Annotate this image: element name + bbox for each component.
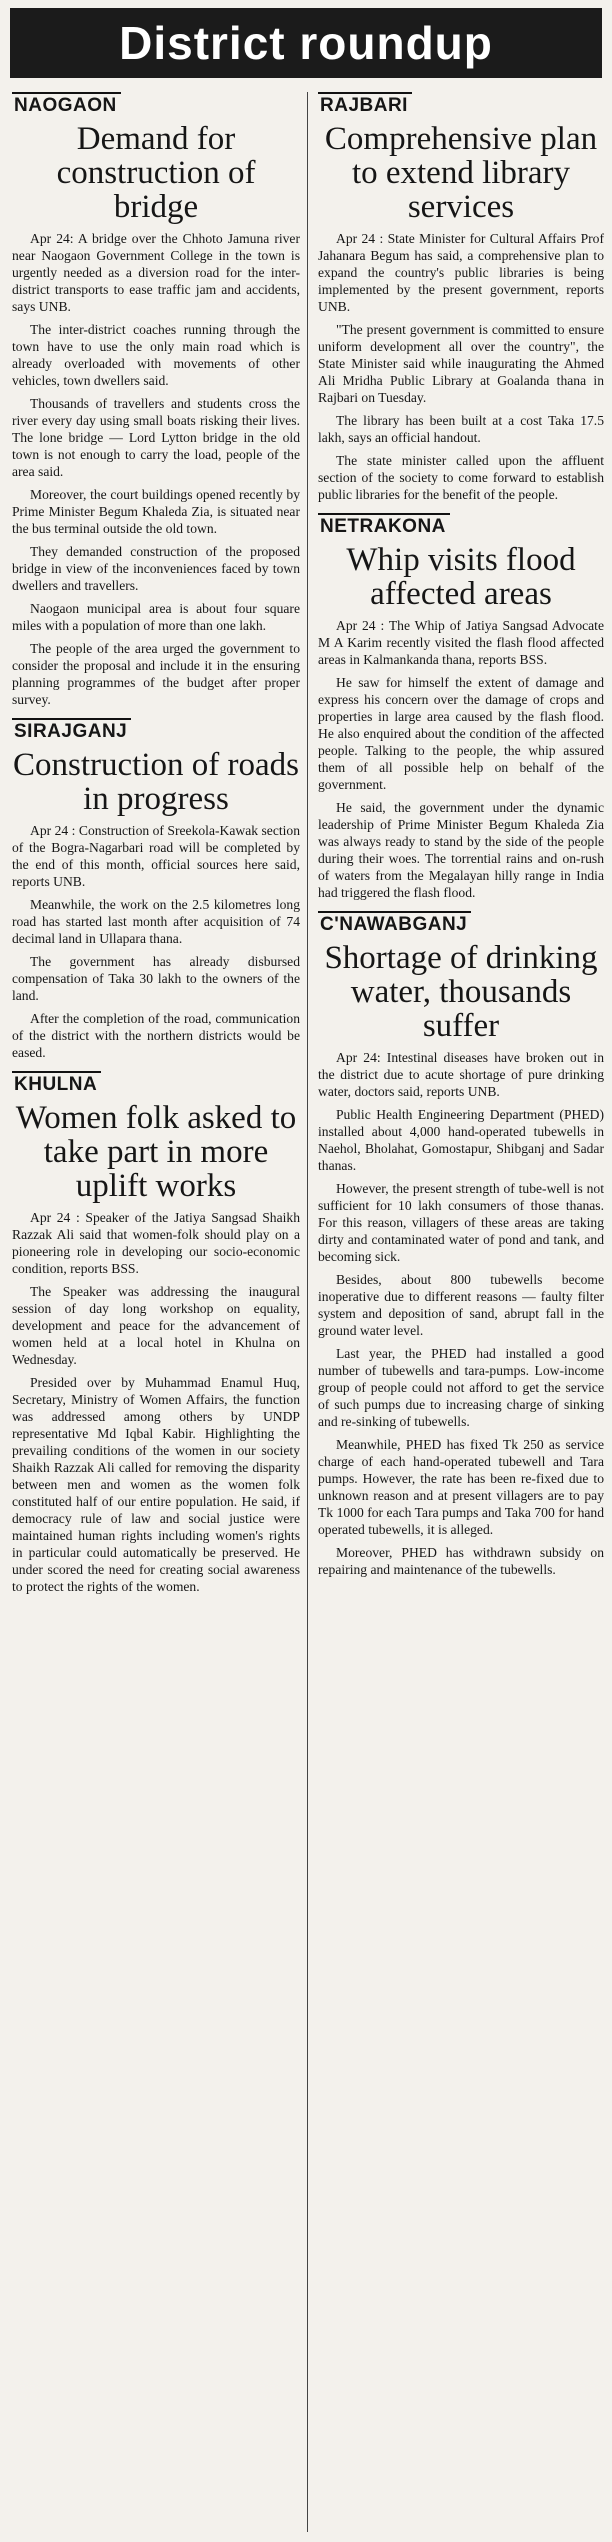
paragraph: The Speaker was addressing the inaugural session of day long workshop on equality, development and peace for the advancement of women held at a local hotel in Khulna on Wednesday. [12, 1284, 300, 1367]
story-cnawabganj [318, 911, 604, 1578]
dateline-tag: RAJBARI [318, 92, 412, 118]
dateline-tag: NAOGAON [12, 92, 121, 118]
paragraph: Besides, about 800 tubewells become inoperative due to different reasons — faulty filter system and deposition of sand, abrupt fall in the ground water level. [318, 1272, 604, 1338]
paragraph: Thousands of travellers and students cross the river every day using small boats risking their lives. The lone bridge — Lord Lytton bridge in the old town is not enough to carry the load, people of the area said. [12, 396, 300, 479]
paragraph: Apr 24 : Construction of Sreekola-Kawak section of the Bogra-Nagarbari road will be completed by the end of this month, official sources here said, reports UNB. [12, 823, 300, 889]
paragraph: Public Health Engineering Department (PHED) installed about 4,000 hand-operated tubewells in Naehol, Bholahat, Gomostapur, Shibganj and Sadar thanas. [318, 1107, 604, 1173]
paragraph: "The present government is committed to ensure uniform development all over the country", the State Minister said while inaugurating the Ahmed Ali Mridha Public Library at Goalanda thana in Rajbari on Tuesday. [318, 322, 604, 405]
story-sirajganj [12, 718, 300, 1061]
story-naogaon [12, 92, 300, 708]
paragraph: The people of the area urged the government to consider the proposal and include it in the ensuring planning programmes of the budget after proper survey. [12, 641, 300, 707]
paragraph: He said, the government under the dynamic leadership of Prime Minister Begum Khaleda Zia was always ready to stand by the side of the people during their woes. The torrential rains and on-rush of waters from the Megalayan hilly range in India had triggered the flash flood. [318, 800, 604, 900]
headline: Demand for construction of bridge [56, 121, 256, 225]
paragraph: The library has been built at a cost Taka 17.5 lakh, says an official handout. [318, 413, 604, 445]
paragraph: Meanwhile, PHED has fixed Tk 250 as service charge of each hand-operated tubewell and Tara pumps. However, the rate has been re-fixed due to unknown reason and at present villagers are to pay Tk 1000 for each Tara pumps and Taka 700 for hand operated tubewells, it is alleged. [318, 1437, 604, 1537]
paragraph: Naogaon municipal area is about four square miles with a population of more than one lakh. [12, 601, 300, 633]
paragraph: He saw for himself the extent of damage and express his concern over the damage of crops and properties in large area caused by the flash flood. He also enquired about the condition of the affected people. Talking to the people, the whip assured them of all possible help on behalf of the government. [318, 675, 604, 792]
paragraph: Moreover, the court buildings opened recently by Prime Minister Begum Khaleda Zia, is situated near the bus terminal outside the old town. [12, 487, 300, 536]
story-netrakona [318, 513, 604, 901]
left-column [12, 92, 300, 1605]
headline: Construction of roads in progress [13, 747, 299, 817]
paragraph: They demanded construction of the proposed bridge in view of the inconveniences faced by town dwellers and travellers. [12, 544, 300, 593]
headline: Shortage of drinking water, thousands suffer [324, 940, 598, 1044]
column-divider [307, 92, 308, 2532]
headline: Comprehensive plan to extend library services [324, 121, 598, 225]
paragraph: Presided over by Muhammad Enamul Huq, Secretary, Ministry of Women Affairs, the function was addressed among others by UNDP representative Md Iqbal Kabir. Highlighting the prevailing conditions of the women in our society Shaikh Razzak Ali called for removing the disparity between men and women as the women folk constituted half of our entire population. He said, if democracy rule of law and social justice were maintained human rights including women's rights in particular could automatically be preserved. He under scored the need for creating social awareness to protect the rights of the women. [12, 1375, 300, 1594]
paragraph: Apr 24 : State Minister for Cultural Affairs Prof Jahanara Begum has said, a comprehensive plan to expand the country's public libraries is being implemented by the present government, reports UNB. [318, 231, 604, 314]
dateline-tag: C'NAWABGANJ [318, 911, 471, 937]
paragraph: However, the present strength of tube-well is not sufficient for 10 lakh consumers of those thanas. For this reason, villagers of these areas are taking dirty and contaminated water of pond and tank, and becoming sick. [318, 1181, 604, 1264]
paragraph: Apr 24 : The Whip of Jatiya Sangsad Advocate M A Karim recently visited the flash flood affected areas in Kalmankanda thana, reports BSS. [318, 618, 604, 667]
paragraph: Moreover, PHED has withdrawn subsidy on repairing and maintenance of the tubewells. [318, 1545, 604, 1577]
paragraph: Last year, the PHED had installed a good number of tubewells and tara-pumps. Low-income group of people could not afford to get the service of such pumps due to increasing charge of sinking and re-sinking of tubewells. [318, 1346, 604, 1429]
paragraph: The state minister called upon the affluent section of the society to come forward to establish public libraries for the benefit of the people. [318, 453, 604, 502]
headline: Whip visits flood affected areas [346, 542, 576, 612]
dateline-tag: NETRAKONA [318, 513, 450, 539]
paragraph: Meanwhile, the work on the 2.5 kilometres long road has started last month after acquisition of 74 decimal land in Ullapara thana. [12, 897, 300, 946]
story-khulna [12, 1071, 300, 1595]
story-rajbari [318, 92, 604, 503]
paragraph: The inter-district coaches running through the town have to use the only main road which is already overloaded with movements of other vehicles, town dwellers said. [12, 322, 300, 388]
paragraph: Apr 24: Intestinal diseases have broken out in the district due to acute shortage of pure drinking water, doctors said, reports UNB. [318, 1050, 604, 1099]
right-column [318, 92, 604, 1588]
dateline-tag: KHULNA [12, 1071, 101, 1097]
section-masthead: District roundup [10, 8, 602, 78]
headline: Women folk asked to take part in more uplift works [15, 1100, 297, 1204]
paragraph: Apr 24 : Speaker of the Jatiya Sangsad Shaikh Razzak Ali said that women-folk should play on a pioneering role in developing our socio-economic condition, reports BSS. [12, 1210, 300, 1276]
paragraph: Apr 24: A bridge over the Chhoto Jamuna river near Naogaon Government College in the town is urgently needed as a diversion road for the inter-district transports to ease traffic jam and accidents, says UNB. [12, 231, 300, 314]
paragraph: After the completion of the road, communication of the district with the northern districts would be eased. [12, 1011, 300, 1060]
dateline-tag: SIRAJGANJ [12, 718, 131, 744]
paragraph: The government has already disbursed compensation of Taka 30 lakh to the owners of the land. [12, 954, 300, 1003]
